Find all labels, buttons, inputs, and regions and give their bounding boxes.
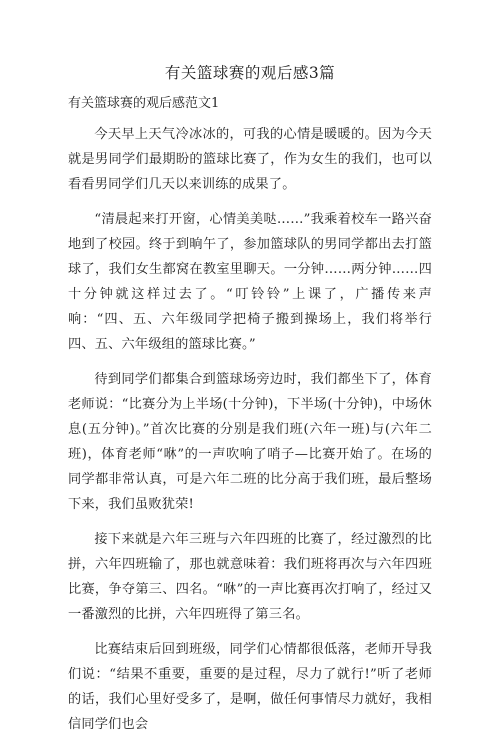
paragraph: 比赛结束后回到班级，同学们心情都很低落，老师开导我们说：“结果不重要，重要的是过程，尽力了就行!”听了老师的话，我们心里好受多了，是啊，做任何事情尽力就好，我相信同学们也会 [68,642,432,732]
document-subtitle: 有关篮球赛的观后感范文1 [68,96,220,111]
paragraph: 接下来就是六年三班与六年四班的比赛了，经过激烈的比拼，六年四班输了，那也就意味着：我们班将再次与六年四班比赛，争夺第三、四名。“咻”的一声比赛再次打响了，经过又一番激烈的比拼，六年四班得了第三名。 [68,532,432,622]
document-title: 有关篮球赛的观后感3篇 [164,64,336,82]
paragraph: 今天早上天气冷冰冰的，可我的心情是暖暖的。因为今天就是男同学们最期盼的篮球比赛了，作为女生的我们，也可以看看男同学们几天以来训练的成果了。 [68,127,432,192]
paragraph: 待到同学们都集合到篮球场旁边时，我们都坐下了，体育老师说：“比赛分为上半场(十分钟)，下半场(十分钟)，中场休息(五分钟)。”首次比赛的分别是我们班(六年一班)与(六年二班)，体育老师“咻”的一声吹响了哨子—比赛开始了。在场的同学都非常认真，可是六年二班的比分高于我们班，最后整场下来，我们虽败犹荣! [68,372,432,512]
paragraph: “清晨起来打开窗，心情美美哒……”我乘着校车一路兴奋地到了校园。终于到晌午了，参加篮球队的男同学都出去打篮球了，我们女生都窝在教室里聊天。一分钟……两分钟……四十分钟就这样过去了。“叮铃铃”上课了，广播传来声响：“四、五、六年级同学把椅子搬到操场上，我们将举行四、五、六年级组的篮球比赛。” [68,212,432,352]
